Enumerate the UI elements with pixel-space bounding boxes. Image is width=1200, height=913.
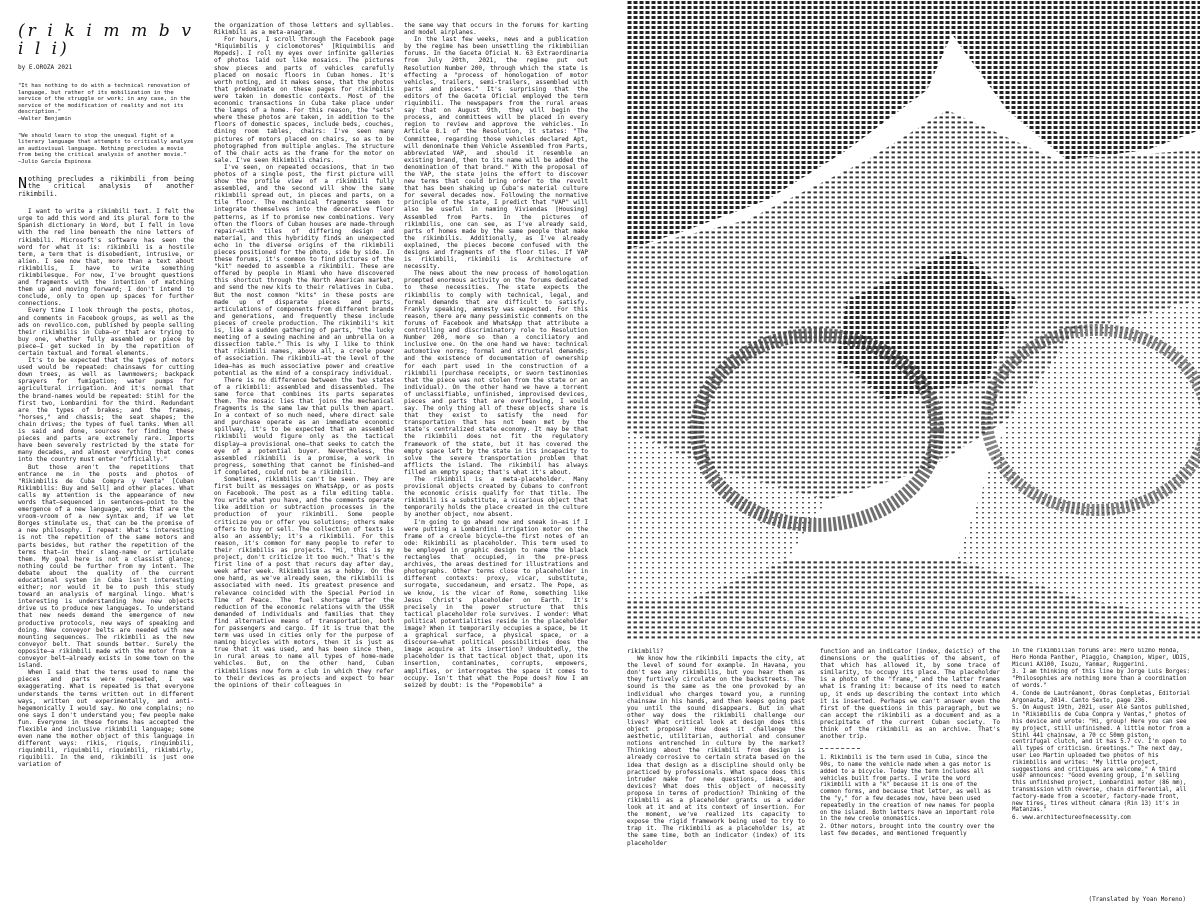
article-title: (r i k i m m b v i l i) — [18, 22, 194, 59]
column-1 — [18, 22, 194, 902]
body-paragraph: We know how the rikimbili impacts the city, at the level of sound for example. In Havana, you don't see any rikimbilis, but you hear them as they furtively circulate on the backstreets. The sound is the same as the one provoked by an individual who charges toward you, a running chainsaw in his hands, and then keeps going past you until the sound disappears. But in what other way does the rikimbili challenge our lives? What critical look at design does this object propose? How does it challenge the aesthetic, utilitarian, authorial and consumer notions entrenched in culture by the market? Thinking about the rikimbili from design is already corrosive to certain strata based on the idea that design as a discipline should only be practiced by professionals. What space does this intruder make for new questions, ideas, and devices? What does this object of necessity propose in terms of production? Thinking of the rikimbili as a placeholder grants us a wider look at it and at its context of insertion. For the moment, we've realized its capacity to expose the rigid framework being used to try to trap it. The rikimbili as a placeholder is, at the same time, both an indicator (index) of its placeholder — [627, 655, 805, 847]
body-paragraph: The news about the new process of homologation prompted enormous activity on the forums dedicated to these necessities. The state expects the rikimbilis to comply with technical, legal, and formal demands that are difficult to satisfy. Frankly speaking, amnesty was expected. For this reason, there are many pessimistic comments on the forums of Facebook and WhatsApp that attribute a controlling and discriminatory role to Resolution Number 200, more so than a conciliatory and inclusive one. On the one hand we have: technical automotive norms; formal and structural demands; and the existence of documentation of ownership for each part used in the construction of a rikimbili (purchase receipts, or sworn testimonies that the piece was not stolen from the state or an individual). On the other hand we have a torrent of unclassifiable, unfinished, improvised devices, pieces and parts that are overflowing, I would say. The only thing all of these objects share is that they exist to satisfy the need for transportation that has not been met by the state's centralized state economy. It may be that the rikimbili does not fit the regulatory framework of the state, but it has covered the empty space left by the state in its incapacity to solve the severe transportation problem that afflicts the island. The rikimbili has always filled an empty space; that's what it's about. — [404, 270, 588, 476]
body-paragraph: The rikimbili is a meta-placeholder. Many provisional objects created by Cubans to confront the economic crisis qualify for that title. The rikimbili is a substitute, a vicarious object that temporarily holds the place created in the culture by another object, now absent. — [404, 476, 588, 519]
body-paragraph: There is no difference between the two states of a rikimbili: assembled and disassembled. The same force that combines its parts separates them. The mosaic lies that joins the mechanical fragments is the same law that pulls them apart. In a context of so much need, where direct sale and purchase operate as an immediate economic spillway, it's to be expected that an assembled rikimbili would figure only as the tactical display—a provisional one—that seeks to catch the eye of a potential buyer. Nevertheless, the assembled rikimbili is a promise, a work in progress, something that cannot be finished—and if completed, could not be a rikimbili. — [214, 376, 394, 476]
footnotes — [1012, 648, 1190, 822]
footnote: 2. Other motors, brought into the country over the last few decades, and mentioned frequently — [820, 824, 995, 837]
footnote: 1. Rikimbili is the term used in Cuba, since the 90s, to name the vehicle made when a gas motor is added to a bicycle. Today the term includes all vehicles built from parts. I write the word rikimbili with a "k" because it is one of the common forms, and because that letter, as well as the "y," for a few decades now, have been used repeatedly in the creation of new names for people on the island. Both letters have an important role in the new creole onomastics. — [820, 755, 995, 823]
column-bottom-3 — [1012, 648, 1190, 910]
epigraph-text: "We should learn to stop the unequal fight of a literary language that attempts to critically analyze an audiovisual language. Nothing precludes a movie from being the critical analysis of another movie." — [18, 132, 194, 159]
body-paragraph: I want to write a rikimbili text. I felt the urge to add this word and its plural form to the Spanish dictionary in Word, but I fell in love with the red line beneath the nine letters of rikimbili. Microsoft's software has seen the word for what it is: rikimbili is a hostile term, a term that is disobedient, intrusive, or alien. I see now that, more than a text about rikimbilis, I have to write something rikimbilesque. For now, I've brought questions and fragments with the intention of matching them up and moving forward; I don't intend to conclude, only to open up spaces for further connections. — [18, 208, 194, 308]
footnote: 3. I am thinking of this line by Jorge Luis Borges: "Philosophies are nothing more than a coordination of words." — [1012, 669, 1190, 689]
drop-cap: N — [18, 173, 28, 192]
column-3 — [404, 22, 588, 902]
body-paragraph: It's to be expected that the types of motors used would be repeated: chainsaws for cutting down trees, as well as lawnmowers; backpack sprayers for fumigation; water pumps for agricultural irrigation. And it's normal that the brand-names would be repeated: Stihl for the first two, Lombardini for the third. Redundant are the types of brakes; and the frames, "horses," and chassis; the seat shapes; the chain drives; the types of fuel tanks. When all is said and done, sources for finding these pieces and parts are extremely rare. Imports have been severely restricted by the state for many decades, and almost everything that comes into the country must enter "officially." — [18, 357, 194, 464]
body-paragraph: For hours, I scroll through the Facebook page "Riquimbilis y ciclomotores" [Riquimbilis and Mopeds]. I roll my eyes over infinite galleries of photos laid out like mosaics. The pictures show pieces and parts of vehicles carefully placed on mosaic floors in Cuban homes. It's worth noting, and it makes sense, that the photos that predominate on these pages for rikimbilis were taken in domestic contexts. Most of the economic transactions in Cuba take place under the lamps of a home. For this reason, the "sets" where these photos are taken, in addition to the floors of domestic spaces, include beds, couches, dining room tables, chairs: I've seen many pictures of motors placed on chairs, so as to be photographed from multiple angles. The structure of the chair acts as the frame for the motor on sale. I've seen Rikimbili chairs. — [214, 36, 394, 164]
epigraph-text: "It has nothing to do with a technical renovation of language, but rather of its mobilization in the service of the struggle or work; in any case, in the service of the modification of reality and not its description." — [18, 83, 191, 116]
body-paragraph: In the last few weeks, news and a publication by the regime has been unsettling the rikimbilian forums. In the Gaceta Oficial N. 63 Extraordinaria from July 20th, 2021, the regime put out Resolution Number 200, through which the state is effecting a "process of homologation of motor vehicles, trailers, semi-trailers, assembled with parts and pieces." It's surprising that the editors of the Gaceta Oficial employed the term riquimbili. The newspapers from the rural areas say that on August 9th, they will begin the process, and committees will be placed in every region to review and approve the vehicles. In Article 8.1 of the Resolution, it states: "The Committee, regarding those vehicles declared Apt, will denominate them Vehicle Assembled from Parts, abbreviated VAP, and should it resemble an existing brand, then to its name will be added the denomination of that brand." With the proposal of the VAP, the state joins the effort to discover new terms that could bring order to the revolt that has been shaking up Cuba's material culture for several decades now. Following the normative principle of the state, I predict that "VAP" will also be useful in naming Viviendas [Housing] Assembled from Parts. In the pictures of rikimbilis, one can see, as I've already said, parts of homes made by the same people that make the rikimbilis. Additionally, as I've already explained, the pieces become confused with the designs and fragments of the floor tiles. If VAP is rikimbili, rikimbili is Architecture of necessity. — [404, 36, 588, 271]
column-bottom-1 — [627, 648, 805, 910]
body-paragraph: I've seen, on repeated occasions, that in two photos of a single post, the first picture will show the profile view of a rikimbili fully assembled, and the second will show the same rikimbili spread out, in pieces and parts, on a tile floor. The mechanical fragments seem to integrate themselves into the decorative floor patterns, as if to promise new combinations. Very often the floors of Cuban houses are made-through repair—with tiles of differing design and material, and this hybridity finds an unexpected echo in the diverse origins of the rikimbili pieces positioned for the photo, side by side. In these forums, it's common to find pictures of the "kit" needed to assemble a rikimbili. These are offered by people in Miami who have discovered this shortcut through the North American market, and send the new kits to their relatives in Cuba. But the most common "kits" in these posts are made up of disparate pieces and parts, articulations of components from different brands and generations, and frequently these include pieces of creole production. The rikimbili's kit is, like a sudden gathering of parts, "the lucky meeting of a sewing machine and an umbrella on a dissection table." This is why I like to think that rikimbili names, above all, a creole power of association. The rikimbili—at the level of the idea—has as much associative power and creative potential as the mind of a conspiracy individual. — [214, 163, 394, 377]
ascii-art-rikimbili-image — [627, 0, 1200, 640]
epigraph — [18, 83, 194, 123]
column-2 — [214, 22, 394, 902]
byline: by E.OROZA 2021 — [18, 64, 73, 71]
footnote-divider — [820, 748, 860, 749]
ascii-art-rikimbili-image — [627, 0, 1200, 640]
epigraph — [18, 133, 194, 166]
epigraph-author: —Walter Benjamin — [18, 116, 71, 123]
body-paragraph: Every time I look through the posts, photos, and comments in Facebook groups, as well as the ads on revolico.com, published by people selling their rikimbilis in Cuba—or that are trying to buy one, whether fully assembled or piece by piece—I get sucked in by the repetition of certain textual and formal elements. — [18, 307, 194, 357]
epigraph-author: —Julio García Espinosa — [18, 159, 91, 166]
body-paragraph: Sometimes, rikimbilis can't be seen. They are first built as messages on WhatsApp, or as posts on Facebook. The post as a film editing table. You write what you have, and the comments operate like addition or subtraction processes in the production of your rikimbili. Some people criticize you or offer you solutions; others make offers to buy or sell. The collection of texts is also an assembly; it's a rikimbili. For this reason, it's common for many people to refer to their rikimbilis as projects. "Hi, this is my project, don't criticize it too much." That's the first line of a post that recurs day after day, week after week. Rikimbilism as a hobby. On the one hand, as we've already seen, the rikimbili is associated with need. Its greatest presence and relevance coincided with the Special Period in Time of Peace. The fuel shortage after the reduction of the economic relations with the USSR demanded of individuals and families that they find alternative means of transportation, both for passengers and cargo. If it is true that the term was used in cities only for the purpose of naming bicycles with motors, then it is just as true that it was used, and has been since then, in rural areas to name all types of home-made vehicles. But, on the other hand, Cuban rikimbilisms now form a club in which they refer to their devices as projects and expect to hear the opinions of their colleagues in — [214, 476, 394, 689]
body-paragraph: function and an indicator (index, deictic) of the dimensions or the qualities of the absent, of that which has allowed it, by some trace of similarity, to occupy its place. The placeholder is a photo of the "frame," and the latter frames what is framing it: because of its need to match up, it ends up describing the context into which it is inserted. Perhaps we can't answer even the first of the questions in this paragraph, but we can accept the rikimbili as a document and as a precipitate of the current Cuban society. To think of the rikimbili as an archive. That's another trip. — [820, 648, 1000, 741]
footnote: 5. On August 19th, 2021, user Ale Santos published, in "Rikimbilis de Cuba Compra y Ventas," photos of his device and wrote: "Hi, group! Here you can see my project, still unfinished. A little motor from a Stihl 441 chainsaw, a 70 cc 50mm piston, centrifugal clutch, and it has 5.7 cv. I'm open to all types of criticism. Greetings." The next day, user Leo Martin uploaded two photos of his rikimbilis and writes: "My little project, suggestions and critiques are welcome." A third user announces: "Good evening group, I'm selling this unfinished project, Lombardini motor (86 mm), transmission with reverse, chain differential, all factory-made from a scooter, factory-made front, new tires, tires without cámara (Rin 13) it's in Matanzas." — [1012, 705, 1190, 814]
body-paragraph: the same way that occurs in the forums for karting and model airplanes. — [404, 22, 588, 37]
body-paragraph: rikimbili? — [627, 648, 664, 655]
footnote: 4. Conde de Lautréamont, Obras Completas, Editorial Argonauta, 2014. Canto Sexto, page 236. — [1012, 690, 1190, 704]
body-paragraph: I'm going to go ahead now and sneak in—as if I were putting a Lombardini irrigation motor on the frame of a creole bicycle—the first notes of an ode: Rikimbili as placeholder. This term used to be employed in graphic design to name the black rectangles that occupied, in the pre-press archives, the areas destined for illustrations and photographs. Other terms close to placeholder in different contexts: proxy, vicar, substitute, surrogate, succedaneum, and ersatz. The Pope, as we know, is the vicar of Rome, something like Jesus Christ's placeholder on Earth. It's precisely in the power structure that this tactical placeholder role survives. I wonder: What political potentialities reside in the placeholder image? When it temporarily occupies a space, be it a graphical surface, a physical space, or a discourse—what political possibilities does the image acquire at its insertion? Undoubtedly, the placeholder is that tactical object that, upon its insertion, contaminates, corrupts, empowers, amplifies, or interrogates the space it comes to occupy. Isn't that what the Pope does? Now I am seized by doubt: is the "Popemobile" a — [404, 518, 588, 689]
lead-text: othing precludes a rikimbili from being the critical analysis of another rikimbili. — [18, 174, 194, 198]
body-paragraph: the organization of those letters and syllables. Rikimbili as a meta-anagram. — [214, 22, 394, 37]
footnote: in the rikimbilian forums are: Hero Gizmo Honda, Hero Honda Panther, Piaggio, Champion, Wiper, UDIS, Micuni AX100, Isuzu, Yanmar, Ruggerini. — [1012, 648, 1190, 668]
footnote: 6. www.architectureofnecessity.com — [1012, 815, 1131, 822]
lead-paragraph — [18, 173, 194, 199]
body-paragraph: But those aren't the repetitions that entrance me in the posts and photos of "Rikimbilis de Cuba Compra y Venta" [Cuban Rikimbilis: Buy and Sell] and other places. What calls my attention is the appearance of new words that—sequenced in sentences—point to the emergence of a new language, words that are the vroom-vroom of a new syntax and, if we let Borges stimulate us, that can be the promise of a new philosophy. I repeat: What's interesting is not the repetition of the same motors and parts besides, but rather the repetition of the terms that—in their slang-name or articulate them. My goal here is not a classist glance; nothing could be further from my intent. The debate about the quality of the current educational system in Cuba isn't interesting either; nor would it be to push this study toward an analysis of marginal lingo. What's interesting is understanding how new objects drive us to produce new languages. To understand that new needs demand the emergence of new productive protocols, new ways of speaking and doing. New conveyor belts are needed with new mounting sequences. The rikimbili as the new conveyor belt. That sounds better. Surely the opposite—a rikimbili made with the motor from a conveyor belt—already exists in some town on the island. — [18, 463, 194, 670]
footnotes — [820, 755, 1000, 838]
column-bottom-2 — [820, 648, 1000, 910]
body-paragraph: When I said that the terms used to name the pieces and parts were repeated, I was exaggerating. What is repeated is that everyone understands the terms written out in different ways, written out experimentally, and anti-hegemonically I would say. No one complains; no one says I don't understand you; few people make fun. Everyone in these forums has accepted the flexible and inclusive rikimbili language; some even name the mother object of this language in different ways: rikis, riquis, rinquimbili, riquimbili, riquimbili, riquimbili, rikimbirly, riquibili. In the end, rikimbili is just one variation of — [18, 669, 194, 769]
translator-credit: (Translated by Yoan Moreno) — [1088, 896, 1186, 903]
